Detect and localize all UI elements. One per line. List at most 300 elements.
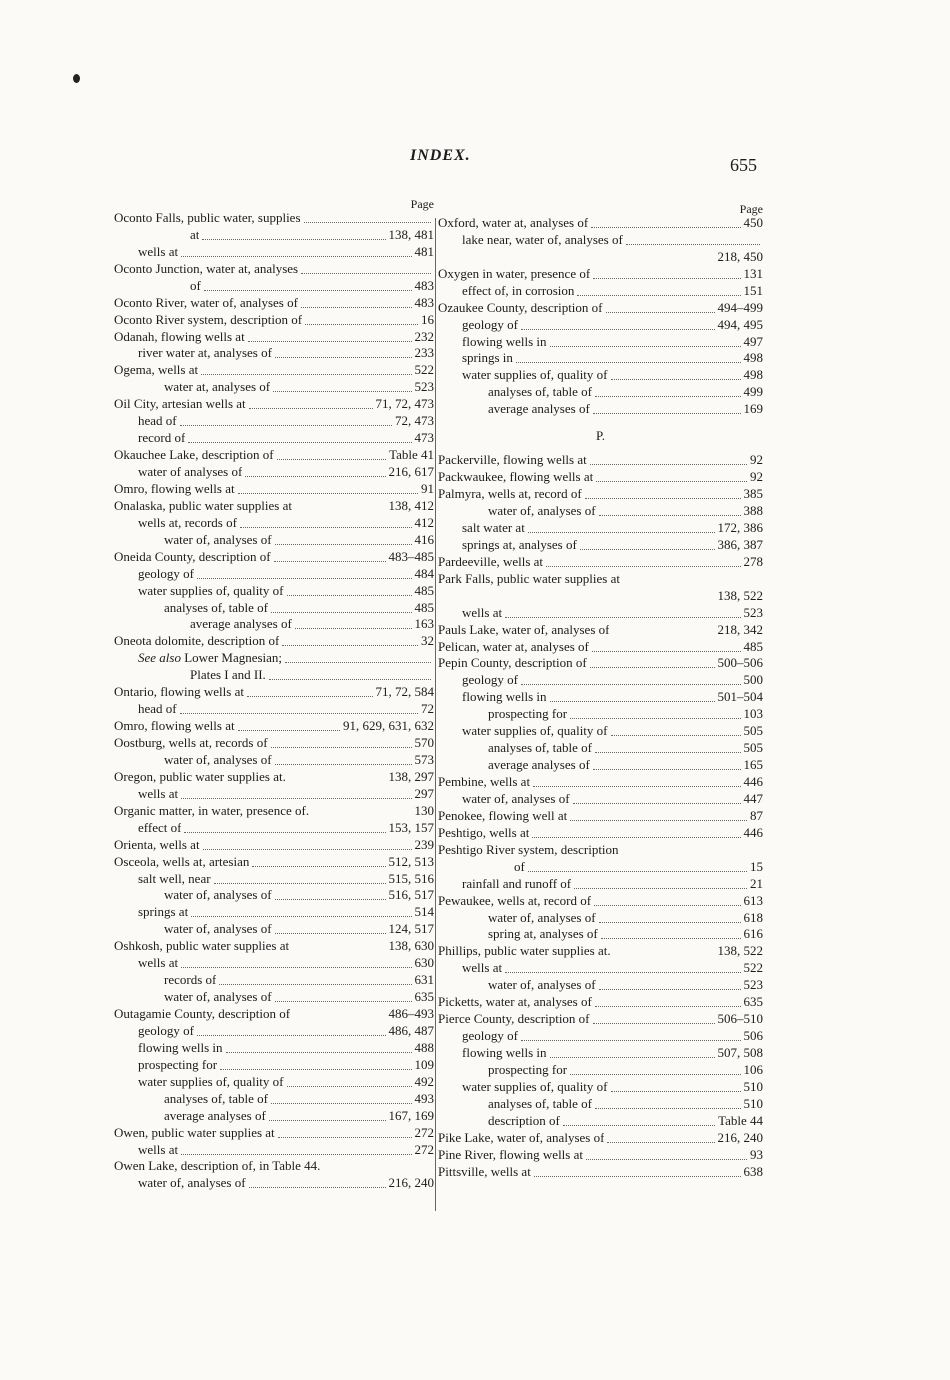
index-entry — [114, 379, 434, 396]
entry-page-ref: 505 — [743, 723, 763, 739]
index-entry — [114, 329, 434, 346]
entry-text: water supplies of, quality of — [138, 582, 284, 598]
entry-page-ref: 416 — [414, 531, 434, 547]
index-entry — [438, 334, 763, 351]
entry-text: Omro, flowing wells at — [114, 480, 235, 496]
entry-text: wells at — [138, 785, 179, 801]
leader-dots — [238, 492, 418, 494]
leader-dots — [595, 751, 741, 753]
entry-text: of — [190, 277, 201, 293]
entry-page-ref: 635 — [414, 989, 434, 1005]
leader-dots — [247, 695, 373, 697]
leader-dots — [197, 577, 412, 579]
index-entry — [114, 447, 434, 464]
index-entry — [114, 803, 434, 820]
leader-dots — [593, 768, 741, 770]
index-entry — [114, 769, 434, 786]
index-entry — [438, 384, 763, 401]
entry-page-ref: 498 — [743, 350, 763, 366]
leader-dots — [273, 390, 411, 392]
ink-speck — [73, 74, 80, 83]
leader-dots — [226, 1051, 412, 1053]
index-entry — [114, 227, 434, 244]
entry-text: geology of — [138, 565, 194, 581]
entry-text: flowing wells in — [462, 689, 547, 705]
page-column-label: Page — [410, 197, 434, 211]
entry-text: water at, analyses of — [164, 379, 271, 395]
leader-dots — [245, 475, 385, 477]
leader-dots — [248, 340, 412, 342]
entry-page-ref: 497 — [743, 333, 763, 349]
entry-page-ref: 485 — [414, 582, 434, 598]
leader-dots — [277, 458, 387, 460]
entry-page-ref: 91 — [421, 480, 434, 496]
entry-text: See also Lower Magnesian; — [138, 650, 283, 666]
entry-text: Owen Lake, description of, in Table 44. — [114, 1158, 321, 1174]
leader-dots — [304, 221, 431, 223]
entry-page-ref: 218, 450 — [717, 248, 763, 264]
entry-page-ref: Table 44 — [718, 1112, 763, 1128]
leader-dots — [220, 1068, 411, 1070]
entry-text: Odanah, flowing wells at — [114, 328, 245, 344]
entry-text: Omro, flowing wells at — [114, 718, 235, 734]
index-entry — [438, 1096, 763, 1113]
entry-page-ref: 272 — [414, 1141, 434, 1157]
index-entry — [114, 904, 434, 921]
right-column — [438, 203, 763, 1181]
leader-dots — [611, 1090, 741, 1092]
entry-text: water of, analyses of — [164, 887, 272, 903]
index-entry — [114, 684, 434, 701]
index-entry — [438, 723, 763, 740]
entry-text: prospecting for — [488, 706, 568, 722]
leader-dots — [546, 565, 740, 567]
entry-text: rainfall and runoff of — [462, 875, 572, 891]
index-entry — [114, 718, 434, 735]
entry-page-ref: 72 — [421, 701, 434, 717]
leader-dots — [611, 734, 741, 736]
entry-page-ref: 109 — [414, 1056, 434, 1072]
entry-page-ref: 514 — [414, 904, 434, 920]
leader-dots — [577, 294, 740, 296]
index-entry — [438, 215, 763, 232]
index-entry — [114, 481, 434, 498]
entry-page-ref: 138, 522 — [717, 943, 763, 959]
entry-page-ref: 638 — [743, 1163, 763, 1179]
entry-page-ref: 573 — [414, 751, 434, 767]
entry-text: geology of — [462, 1028, 518, 1044]
index-entry — [114, 888, 434, 905]
index-entry — [438, 943, 763, 960]
entry-page-ref: 216, 240 — [388, 1175, 434, 1191]
entry-text: water of analyses of — [138, 464, 243, 480]
entry-text: Oil City, artesian wells at — [114, 396, 246, 412]
entry-page-ref: 507, 508 — [717, 1045, 763, 1061]
leader-dots — [594, 904, 740, 906]
entry-text: of — [514, 858, 525, 874]
leader-dots — [278, 1136, 412, 1138]
entry-page-ref: 616 — [743, 926, 763, 942]
entry-text: geology of — [462, 316, 518, 332]
leader-dots — [191, 915, 411, 917]
leader-dots — [289, 781, 386, 782]
index-entry — [114, 532, 434, 549]
index-entry — [438, 639, 763, 656]
entry-page-ref: 32 — [421, 633, 434, 649]
entry-page-ref: 151 — [743, 282, 763, 298]
entry-page-ref: 92 — [750, 452, 763, 468]
entry-page-ref: 484 — [414, 565, 434, 581]
index-entry — [114, 430, 434, 447]
entry-text: Owen, public water supplies at — [114, 1124, 275, 1140]
index-entry — [114, 921, 434, 938]
entry-page-ref: 494, 495 — [717, 316, 763, 332]
leader-dots — [197, 1034, 386, 1036]
index-entry — [114, 312, 434, 329]
leader-dots — [181, 255, 411, 257]
index-entry — [114, 633, 434, 650]
entry-text: water of, analyses of — [164, 921, 272, 937]
entry-text: Peshtigo, wells at — [438, 824, 530, 840]
entry-page-ref: 131 — [743, 265, 763, 281]
entry-text: Peshtigo River system, description — [438, 841, 619, 857]
entry-text: flowing wells in — [138, 1039, 223, 1055]
index-entry — [438, 893, 763, 910]
entry-page-ref: 216, 617 — [388, 464, 434, 480]
entry-page-ref: 412 — [414, 514, 434, 530]
entry-text: records of — [164, 972, 217, 988]
index-entry — [438, 537, 763, 554]
index-entry — [114, 701, 434, 718]
entry-text: water of, analyses of — [462, 790, 570, 806]
leader-dots — [550, 345, 741, 347]
entry-text: Packerville, flowing wells at — [438, 452, 587, 468]
entry-text: Oxygen in water, presence of — [438, 265, 591, 281]
index-entry — [438, 351, 763, 368]
index-entry — [438, 1028, 763, 1045]
index-entry — [114, 1175, 434, 1192]
entry-text: springs at — [138, 904, 189, 920]
leader-dots — [181, 797, 411, 799]
entry-page-ref: 522 — [743, 960, 763, 976]
index-entry — [438, 656, 763, 673]
index-entry — [438, 300, 763, 317]
leader-dots — [607, 1141, 714, 1143]
entry-page-ref: 500–506 — [717, 655, 763, 671]
entry-text: water supplies of, quality of — [462, 723, 608, 739]
entry-page-ref: 138, 522 — [717, 587, 763, 603]
entry-page-ref: 91, 629, 631, 632 — [343, 718, 434, 734]
entry-text: Ogema, wells at — [114, 362, 199, 378]
entry-text: wells at — [138, 1141, 179, 1157]
leader-dots — [275, 1000, 412, 1002]
entry-page-ref: 486–493 — [388, 1006, 434, 1022]
entry-page-ref: 447 — [743, 790, 763, 806]
index-entry — [114, 1057, 434, 1074]
entry-text: lake near, water of, analyses of — [462, 231, 623, 247]
entry-text: Plates I and II. — [190, 667, 266, 683]
entry-page-ref: 510 — [743, 1078, 763, 1094]
page-title: INDEX. — [410, 147, 471, 164]
entry-text: Packwaukee, flowing wells at — [438, 469, 594, 485]
entry-text: Pine River, flowing wells at — [438, 1146, 583, 1162]
entry-page-ref: 500 — [743, 672, 763, 688]
leader-dots — [252, 865, 385, 867]
index-entry — [114, 498, 434, 515]
leader-dots — [574, 887, 747, 889]
entry-page-ref: 385 — [743, 486, 763, 502]
entry-page-ref: 93 — [750, 1146, 763, 1162]
entry-text: Okauchee Lake, description of — [114, 447, 274, 463]
entry-page-ref: 450 — [743, 214, 763, 230]
entry-text: analyses of, table of — [488, 384, 592, 400]
leader-dots — [521, 328, 715, 330]
index-entry — [438, 757, 763, 774]
entry-text: wells at — [138, 955, 179, 971]
index-entry — [438, 1147, 763, 1164]
entry-page-ref: 493 — [414, 1090, 434, 1106]
entry-page-ref: 570 — [414, 735, 434, 751]
entry-text: average analyses of — [164, 1107, 266, 1123]
leader-dots — [238, 729, 340, 731]
entry-text: at — [190, 226, 200, 242]
entry-text: Oneida County, description of — [114, 548, 271, 564]
leader-dots — [441, 261, 715, 262]
entry-text: wells at — [462, 604, 503, 620]
index-entry — [114, 1125, 434, 1142]
index-entry — [114, 600, 434, 617]
entry-page-ref: 523 — [743, 977, 763, 993]
index-entry — [438, 588, 763, 605]
index-entry — [438, 706, 763, 723]
index-entry — [438, 1164, 763, 1181]
entry-page-ref: 386, 387 — [717, 536, 763, 552]
entry-text: flowing wells in — [462, 333, 547, 349]
entry-text: flowing wells in — [462, 1045, 547, 1061]
entry-page-ref: 505 — [743, 740, 763, 756]
entry-text: geology of — [462, 672, 518, 688]
entry-page-ref: 494–499 — [717, 299, 763, 315]
entry-text: salt well, near — [138, 870, 211, 886]
leader-dots — [585, 497, 741, 499]
index-entry — [438, 232, 763, 249]
index-entry — [114, 1006, 434, 1023]
leader-dots — [271, 1102, 412, 1104]
index-entry — [114, 1040, 434, 1057]
entry-page-ref: 515, 516 — [388, 870, 434, 886]
entry-text: wells at, records of — [138, 514, 237, 530]
leader-dots — [287, 1085, 412, 1087]
leader-dots — [611, 378, 741, 380]
entry-text: Osceola, wells at, artesian — [114, 853, 250, 869]
entry-page-ref: 71, 72, 584 — [375, 684, 434, 700]
entry-text: analyses of, table of — [488, 740, 592, 756]
entry-text: average analyses of — [488, 401, 590, 417]
leader-dots — [612, 634, 714, 635]
index-entry — [438, 774, 763, 791]
index-entry — [438, 622, 763, 639]
leader-dots — [528, 531, 715, 533]
entry-text: Park Falls, public water supplies at — [438, 570, 620, 586]
entry-text: water supplies of, quality of — [138, 1073, 284, 1089]
entry-page-ref: 16 — [421, 311, 434, 327]
index-entry — [114, 1108, 434, 1125]
leader-dots — [181, 966, 411, 968]
leader-dots — [592, 650, 741, 652]
entry-text: Onalaska, public water supplies at — [114, 497, 292, 513]
index-entry — [438, 672, 763, 689]
leader-dots — [180, 712, 418, 714]
leader-dots — [595, 395, 741, 397]
leader-dots — [249, 1186, 386, 1188]
leader-dots — [202, 238, 385, 240]
leader-dots — [181, 1153, 411, 1155]
leader-dots — [606, 311, 715, 313]
index-entry — [114, 1142, 434, 1159]
leader-dots — [275, 763, 412, 765]
entry-page-ref: 87 — [750, 807, 763, 823]
entry-page-ref: 483 — [414, 294, 434, 310]
entry-page-ref: 618 — [743, 909, 763, 925]
leader-dots — [622, 854, 760, 855]
index-entry — [438, 977, 763, 994]
index-entry — [114, 617, 434, 634]
entry-page-ref: 506–510 — [717, 1011, 763, 1027]
index-entry — [438, 401, 763, 418]
entry-page-ref: 481 — [414, 243, 434, 259]
index-entry — [114, 854, 434, 871]
entry-page-ref: 106 — [743, 1061, 763, 1077]
leader-dots — [586, 1158, 747, 1160]
index-entry — [114, 1023, 434, 1040]
leader-dots — [275, 543, 412, 545]
entry-text: water of, analyses of — [488, 909, 596, 925]
index-entry — [438, 876, 763, 893]
entry-text: Pardeeville, wells at — [438, 553, 544, 569]
leader-dots — [596, 480, 747, 482]
leader-dots — [563, 1124, 715, 1126]
leader-dots — [521, 683, 741, 685]
entry-text: average analyses of — [190, 616, 292, 632]
index-entry — [438, 1045, 763, 1062]
leader-dots — [599, 514, 741, 516]
entry-text: Pauls Lake, water of, analyses of — [438, 621, 610, 637]
entry-page-ref: 163 — [414, 616, 434, 632]
entry-text: Ozaukee County, description of — [438, 299, 603, 315]
entry-text: Oconto River system, description of — [114, 311, 303, 327]
entry-page-ref: 613 — [743, 892, 763, 908]
entry-page-ref: 216, 240 — [717, 1129, 763, 1145]
index-entry — [114, 650, 434, 667]
leader-dots — [590, 666, 715, 668]
leader-dots — [601, 937, 741, 939]
index-entry — [114, 566, 434, 583]
index-entry — [438, 1130, 763, 1147]
right-bottom-entry-list — [438, 452, 763, 1180]
index-entry — [114, 515, 434, 532]
entry-text: water of, analyses of — [138, 1175, 246, 1191]
leader-dots — [271, 746, 412, 748]
right-top-entry-list — [438, 215, 763, 418]
entry-page-ref: 218, 342 — [717, 621, 763, 637]
entry-page-ref: 124, 517 — [388, 921, 434, 937]
entry-text: Pelican, water at, analyses of — [438, 638, 589, 654]
index-entry — [114, 210, 434, 227]
index-entry — [114, 464, 434, 481]
entry-page-ref: 169 — [743, 401, 763, 417]
entry-text: water supplies of, quality of — [462, 367, 608, 383]
entry-page-ref: 130 — [414, 802, 434, 818]
entry-page-ref: 103 — [743, 706, 763, 722]
entry-page-ref: 523 — [414, 379, 434, 395]
leader-dots — [593, 412, 741, 414]
entry-page-ref: 232 — [414, 328, 434, 344]
entry-page-ref: 138, 297 — [388, 768, 434, 784]
leader-dots — [573, 802, 741, 804]
entry-page-ref: 510 — [743, 1095, 763, 1111]
entry-text: Pike Lake, water of, analyses of — [438, 1129, 605, 1145]
index-entry — [438, 859, 763, 876]
index-entry — [114, 295, 434, 312]
index-entry — [114, 346, 434, 363]
index-entry — [114, 278, 434, 295]
index-entry — [438, 689, 763, 706]
entry-text: water of, analyses of — [164, 751, 272, 767]
index-entry — [114, 955, 434, 972]
index-entry — [438, 283, 763, 300]
entry-text: salt water at — [462, 519, 525, 535]
leader-dots — [301, 272, 431, 274]
entry-text: springs in — [462, 350, 513, 366]
entry-text: Oxford, water at, analyses of — [438, 214, 589, 230]
entry-text: prospecting for — [138, 1056, 218, 1072]
leader-dots — [275, 356, 412, 358]
index-entry — [114, 752, 434, 769]
entry-page-ref: 492 — [414, 1073, 434, 1089]
left-entry-list — [114, 210, 434, 1192]
leader-dots — [295, 510, 386, 511]
index-entry — [438, 1062, 763, 1079]
leader-dots — [516, 361, 741, 363]
leader-dots — [249, 407, 373, 409]
leader-dots — [271, 611, 412, 613]
entry-page-ref: 15 — [750, 858, 763, 874]
entry-text: water of, analyses of — [164, 531, 272, 547]
leader-dots — [590, 463, 747, 465]
entry-text: Organic matter, in water, presence of. — [114, 802, 310, 818]
leader-dots — [441, 600, 715, 601]
entry-page-ref: 483–485 — [388, 548, 434, 564]
leader-dots — [570, 1073, 740, 1075]
index-entry — [438, 1079, 763, 1096]
leader-dots — [593, 277, 740, 279]
entry-text: Pierce County, description of — [438, 1011, 590, 1027]
leader-dots — [550, 700, 715, 702]
entry-page-ref: 512, 513 — [388, 853, 434, 869]
entry-text: geology of — [138, 1022, 194, 1038]
entry-page-ref: 473 — [414, 430, 434, 446]
leader-dots — [532, 836, 740, 838]
leader-dots — [203, 848, 412, 850]
entry-text: water of, analyses of — [164, 989, 272, 1005]
index-entry — [438, 249, 763, 266]
leader-dots — [275, 898, 386, 900]
leader-dots — [204, 289, 412, 291]
index-entry — [438, 910, 763, 927]
leader-dots — [269, 1119, 386, 1121]
index-entry — [438, 808, 763, 825]
index-entry — [438, 791, 763, 808]
